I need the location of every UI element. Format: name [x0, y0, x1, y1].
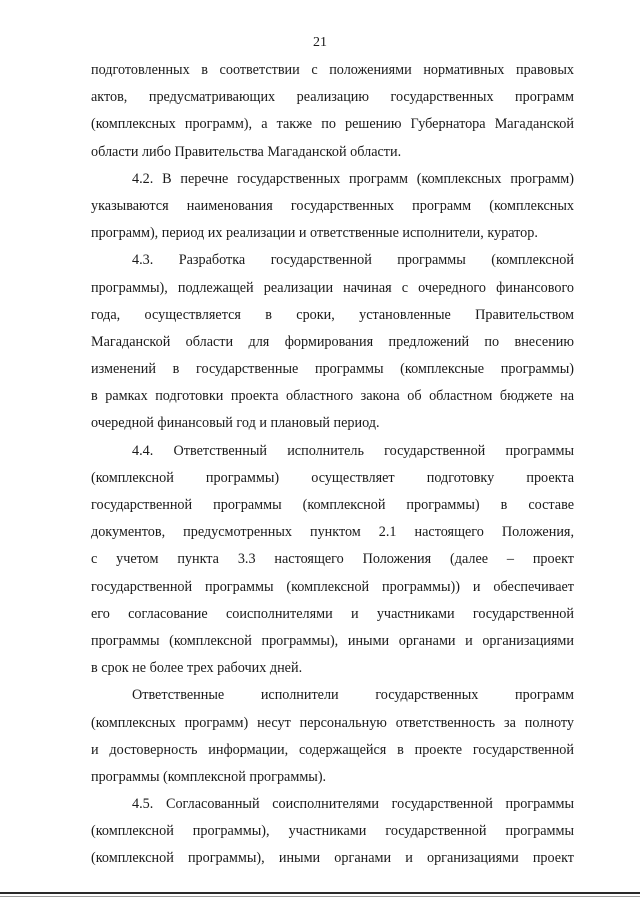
text-line: (комплексных программ), а также по решению Губернатора Магаданской [91, 116, 574, 133]
text-line: 4.3. Разработка государственной программы (комплексной [132, 252, 574, 269]
text-line: (комплексной программы), иными органами и организациями проект [91, 850, 574, 867]
text-line: (комплексных программ) несут персональную ответственность за полноту [91, 714, 574, 731]
text-line: 4.5. Согласованный соисполнителями государственной программы [132, 796, 574, 813]
text-line: программы), подлежащей реализации начиная с очередного финансового [91, 279, 574, 296]
text-line: в рамках подготовки проекта областного закона об областном бюджете на [91, 388, 574, 405]
text-line: программы (комплексной программы), иными органами и организациями [91, 632, 574, 649]
text-line: и достоверность информации, содержащейся в проекте государственной [91, 741, 574, 758]
text-line: с учетом пункта 3.3 настоящего Положения (далее – проект [91, 551, 574, 568]
text-line: документов, предусмотренных пунктом 2.1 настоящего Положения, [91, 524, 574, 541]
text-line: его согласование соисполнителями и участниками государственной [91, 605, 574, 622]
scan-bottom-edge-shadow [0, 896, 640, 897]
text-line: (комплексной программы), участниками государственной программы [91, 823, 574, 840]
text-line: государственной программы (комплексной программы) в составе [91, 497, 574, 513]
text-line: области либо Правительства Магаданской области. [91, 143, 402, 160]
scan-bottom-edge [0, 892, 640, 894]
document-body [91, 57, 574, 873]
text-line: изменений в государственные программы (комплексные программы) [91, 361, 574, 378]
text-line: года, осуществляется в сроки, установленные Правительством [91, 306, 574, 323]
text-line: 4.4. Ответственный исполнитель государственной программы [132, 442, 574, 459]
text-line: очередной финансовый год и плановый период. [91, 415, 380, 432]
text-line: в срок не более трех рабочих дней. [91, 660, 303, 677]
text-line: Магаданской области для формирования предложений по внесению [91, 333, 574, 350]
text-line: подготовленных в соответствии с положениями нормативных правовых [91, 62, 574, 78]
text-line: программы (комплексной программы). [91, 768, 327, 785]
text-line: (комплексной программы) осуществляет подготовку проекта [91, 469, 574, 486]
text-line: актов, предусматривающих реализацию государственных программ [91, 89, 574, 106]
text-line: Ответственные исполнители государственных программ [132, 687, 574, 704]
text-line: указываются наименования государственных программ (комплексных [91, 197, 574, 214]
text-line: 4.2. В перечне государственных программ (комплексных программ) [132, 170, 574, 187]
page-number: 21 [313, 35, 327, 50]
text-line: государственной программы (комплексной программы)) и обеспечивает [91, 578, 574, 595]
text-line: программ), период их реализации и ответственные исполнители, куратор. [91, 225, 538, 242]
